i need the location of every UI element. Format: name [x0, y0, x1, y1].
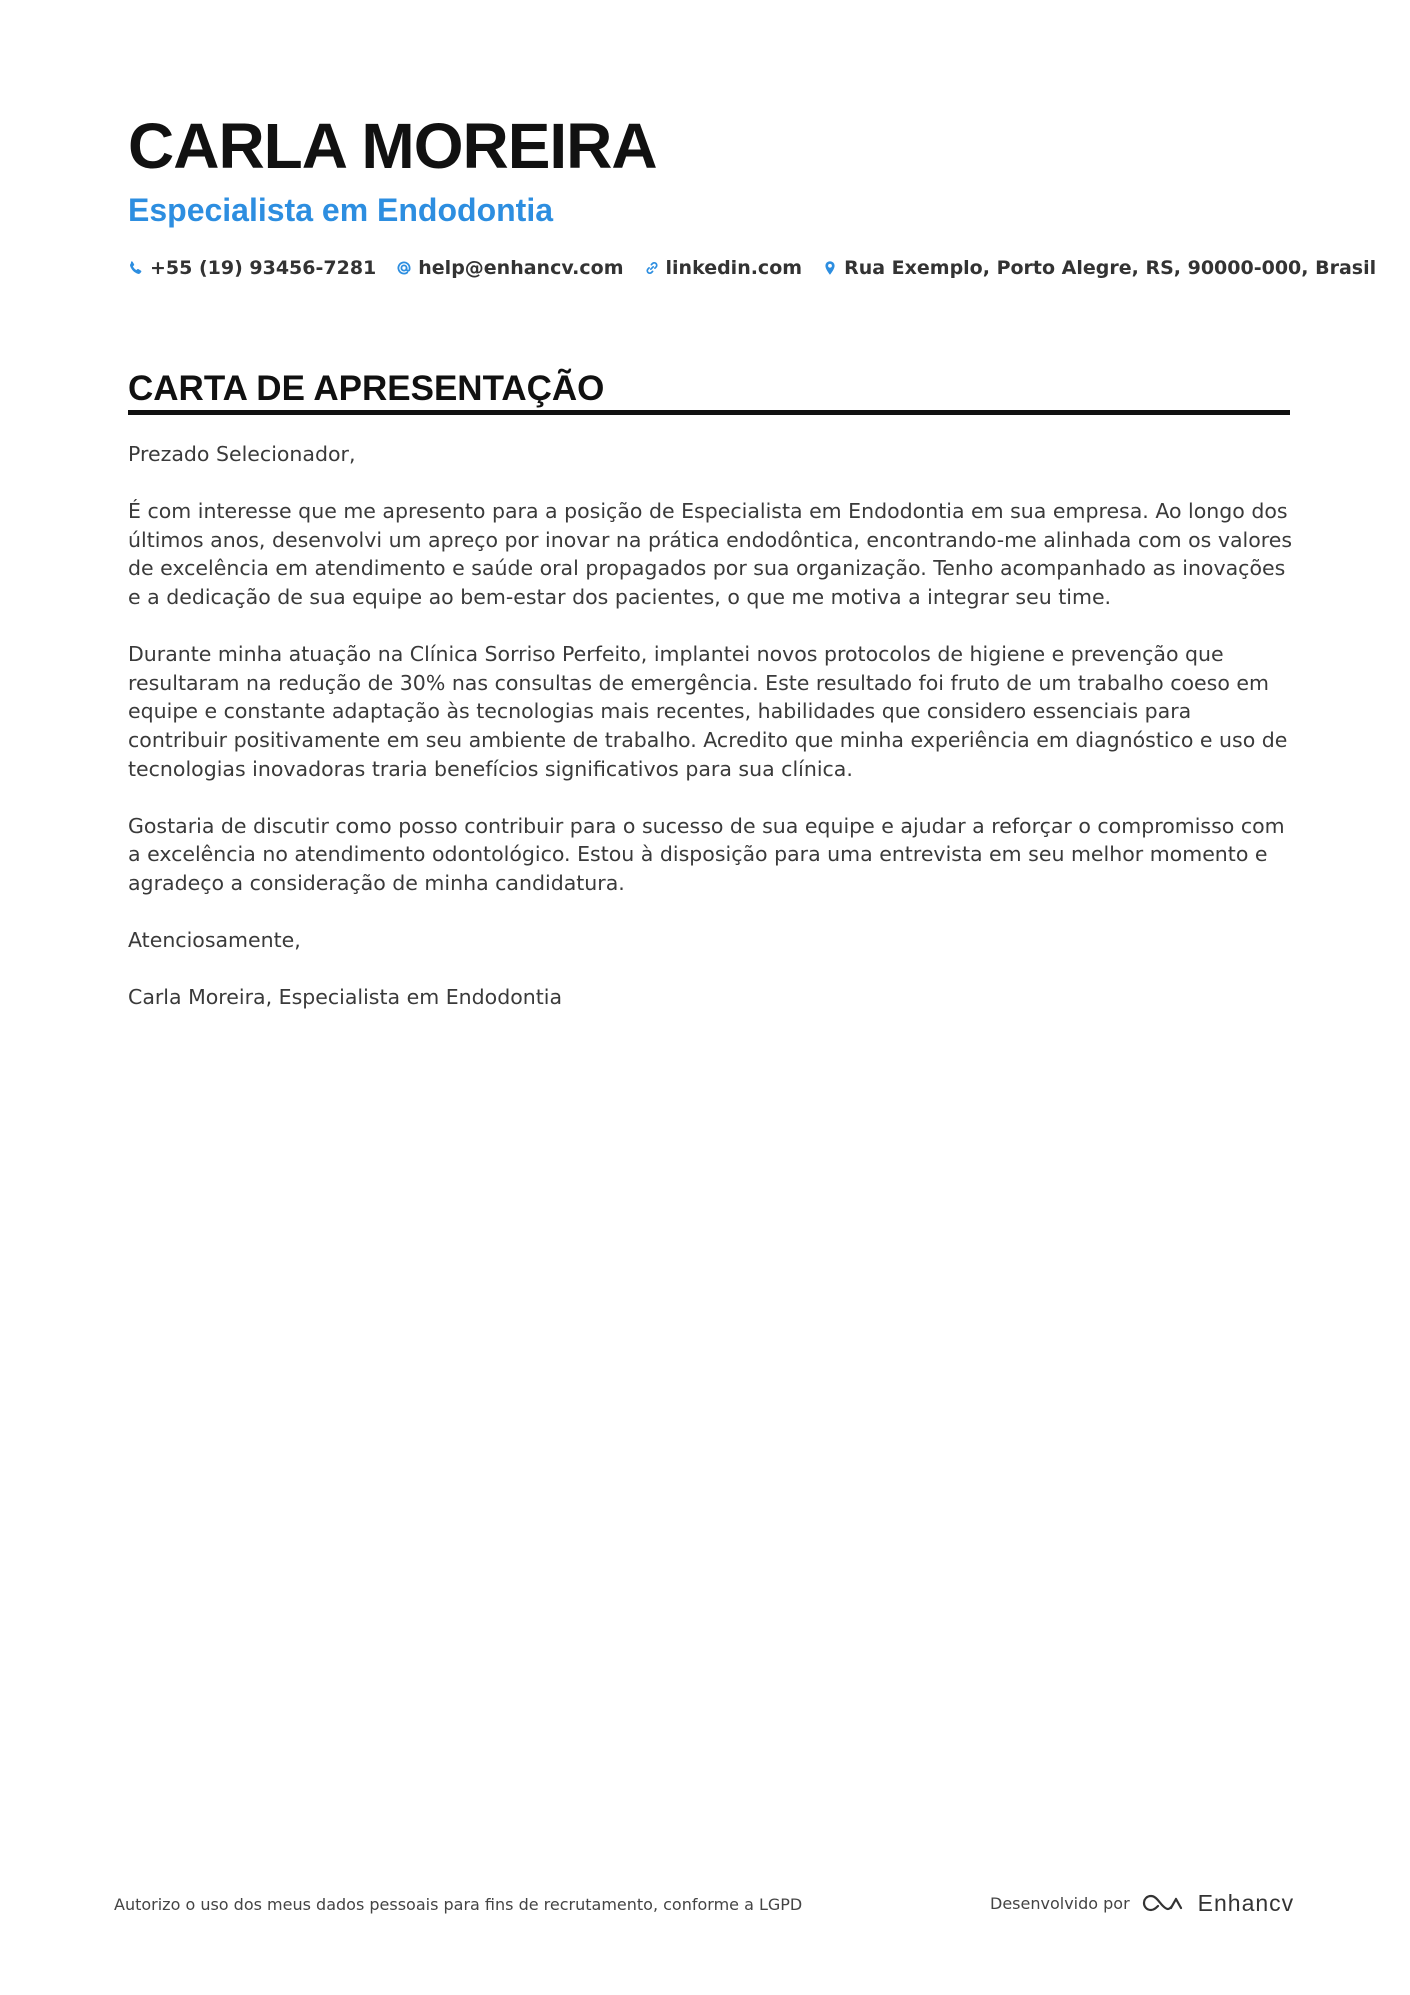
contact-bar — [128, 253, 1376, 283]
candidate-title: Especialista em Endodontia — [128, 192, 553, 228]
phone-icon — [128, 260, 144, 276]
letter-paragraph-2: Durante minha atuação na Clínica Sorriso Perfeito, implantei novos protocolos de higiene e prevenção que resultaram na redução de 30% nas consultas de emergência. Este resultado foi fruto de um trabalho coeso em equipe e constante adaptação às tecnologias mais recentes, habilidades que considero essenciais para contribuir positivamente em seu ambiente de trabalho. Acredito que minha experiência em diagnóstico e uso de tecnologias inovadoras traria benefícios significativos para sua clínica. — [128, 642, 1288, 781]
link-icon — [644, 260, 660, 276]
letter-signature: Carla Moreira, Especialista em Endodontia — [128, 985, 563, 1010]
email-text[interactable]: help@enhancv.com — [418, 257, 624, 279]
contact-linkedin[interactable] — [644, 257, 803, 279]
brand-name: Enhancv — [1197, 1889, 1295, 1916]
letter-paragraph-1: É com interesse que me apresento para a posição de Especialista em Endodontia em sua empresa. Ao longo dos últimos anos, desenvolvi um apreço por inovar na prática endodôntica, encontrando-me alinhada com os valores de excelência em atendimento e saúde oral propagados por sua organização. Tenho acompanhado as inovações e a dedicação de sua equipe ao bem-estar dos pacientes, o que me motiva a integrar seu time. — [128, 499, 1293, 609]
address-text: Rua Exemplo, Porto Alegre, RS, 90000-000, Brasil — [844, 257, 1377, 279]
contact-address — [822, 257, 1376, 279]
at-icon — [396, 260, 412, 276]
contact-email[interactable] — [396, 257, 623, 279]
letter-closing: Atenciosamente, — [128, 928, 301, 953]
footer-consent: Autorizo o uso dos meus dados pessoais para fins de recrutamento, conforme a LGPD — [114, 1895, 803, 1914]
powered-by-label: Desenvolvido por — [990, 1893, 1130, 1913]
section-divider — [128, 410, 1290, 415]
phone-text: +55 (19) 93456-7281 — [150, 257, 377, 279]
candidate-name: CARLA MOREIRA — [128, 110, 657, 182]
letter-body — [128, 440, 1293, 1040]
letter-greeting: Prezado Selecionador, — [128, 442, 356, 466]
letter-paragraph-3: Gostaria de discutir como posso contribuir para o sucesso de sua equipe e ajudar a reforçar o compromisso com a excelência no atendimento odontológico. Estou à disposição para uma entrevista em seu melhor momento e agradeço a consideração de minha candidatura. — [128, 813, 1285, 895]
linkedin-text[interactable]: linkedin.com — [665, 257, 803, 279]
footer-branding[interactable] — [990, 1888, 1294, 1918]
enhancv-logo-icon — [1140, 1890, 1188, 1916]
location-pin-icon — [822, 260, 838, 276]
contact-phone — [128, 257, 376, 279]
section-title: CARTA DE APRESENTAÇÃO — [128, 369, 605, 408]
